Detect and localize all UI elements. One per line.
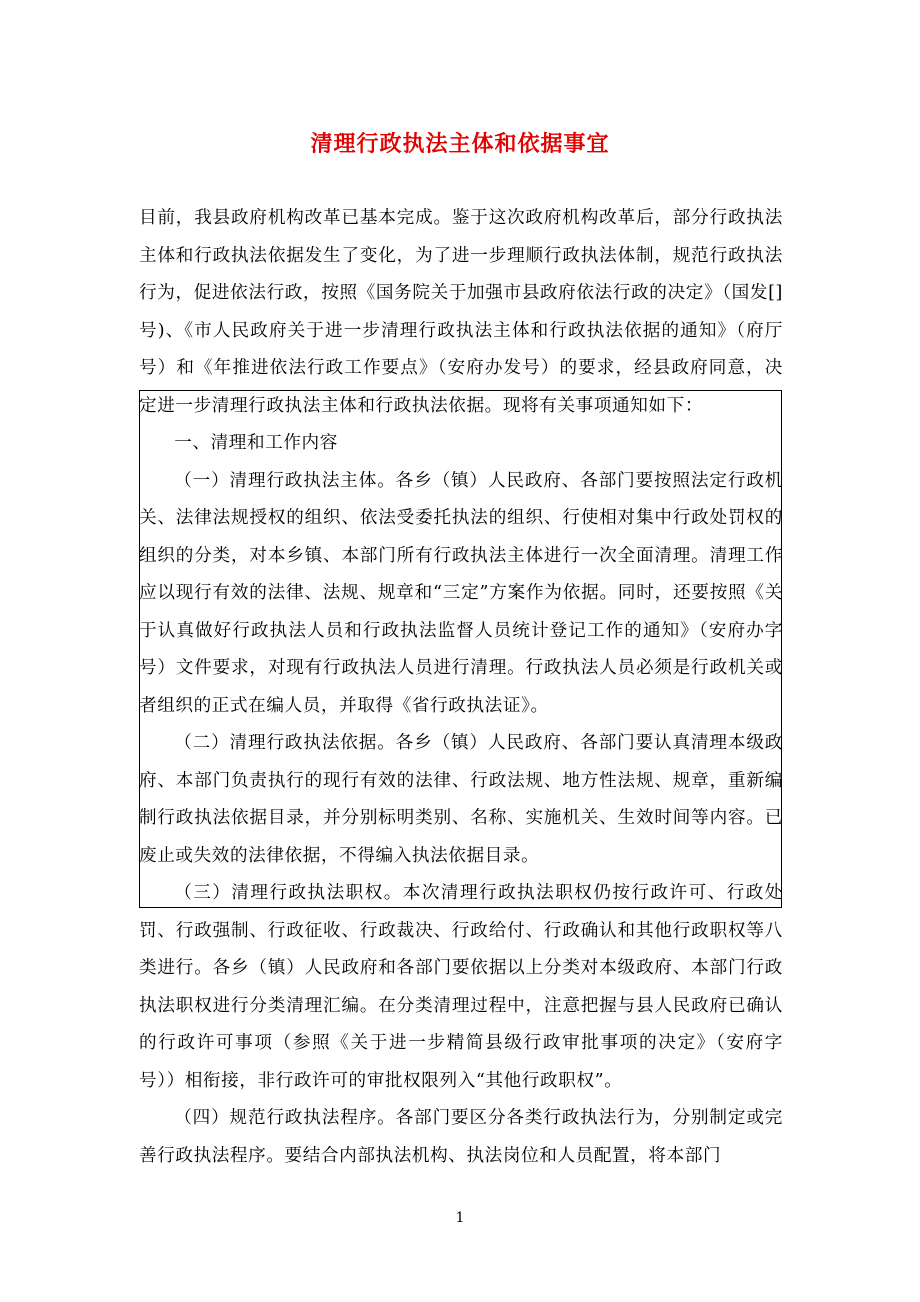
document-title: 清理行政执法主体和依据事宜 (310, 131, 610, 157)
paragraph-item-1: （一）清理行政执法主体。各乡（镇）人民政府、各部门要按照法定行政机关、法律法规授权的组织、依法受委托执法的组织、行使相对集中行政处罚权的组织的分类，对本乡镇、本部门所有行政执法主体进行一次全面清理。清理工作应以现行有效的法律、法规、规章和“三定”方案作为依据。同时，还要按照《关于认真做好行政执法人员和行政执法监督人员统计登记工作的通知》（安府办字号）文件要求，对现有行政执法人员进行清理。行政执法人员必须是行政机关或者组织的正式在编人员，并取得《省行政执法证》。 (139, 470, 783, 716)
paragraph-item-3: （三）清理行政执法职权。本次清理行政执法职权仍按行政许可、行政处罚、行政强制、行政征收、行政裁决、行政给付、行政确认和其他行政职权等八类进行。各乡（镇）人民政府和各部门要依据以上分类对本级政府、本部门行政执法职权进行分类清理汇编。在分类清理过程中，注意把握与县人民政府已确认的行政许可事项（参照《关于进一步精简县级行政审批事项的决定》（安府字号））相衔接，非行政许可的审批权限列入“其他行政职权”。 (139, 883, 783, 1091)
section-heading: 一、清理和工作内容 (174, 433, 338, 453)
intro-paragraph: 目前，我县政府机构改革已基本完成。鉴于这次政府机构改革后，部分行政执法主体和行政执法依据发生了变化，为了进一步理顺行政执法体制，规范行政执法行为，促进依法行政，按照《国务院关于加强市县政府依法行政的决定》（国发[]号)、《市人民政府关于进一步清理行政执法主体和行政执法依据的通知》（府厅号）和《年推进依法行政工作要点》（安府办发号）的要求，经县政府同意，决定进一步清理行政执法主体和行政执法依据。现将有关事项通知如下： (139, 208, 783, 416)
document-body (139, 200, 783, 1175)
paragraph-item-4: （四）规范行政执法程序。各部门要区分各类行政执法行为，分别制定或完善行政执法程序。要结合内部执法机构、执法岗位和人员配置，将本部门 (139, 1108, 783, 1166)
page-number: 1 (455, 1210, 465, 1226)
paragraph-item-2: （二）清理行政执法依据。各乡（镇）人民政府、各部门要认真清理本级政府、本部门负责执行的现行有效的法律、行政法规、地方性法规、规章，重新编制行政执法依据目录，并分别标明类别、名称、实施机关、生效时间等内容。已废止或失效的法律依据，不得编入执法依据目录。 (139, 733, 783, 866)
